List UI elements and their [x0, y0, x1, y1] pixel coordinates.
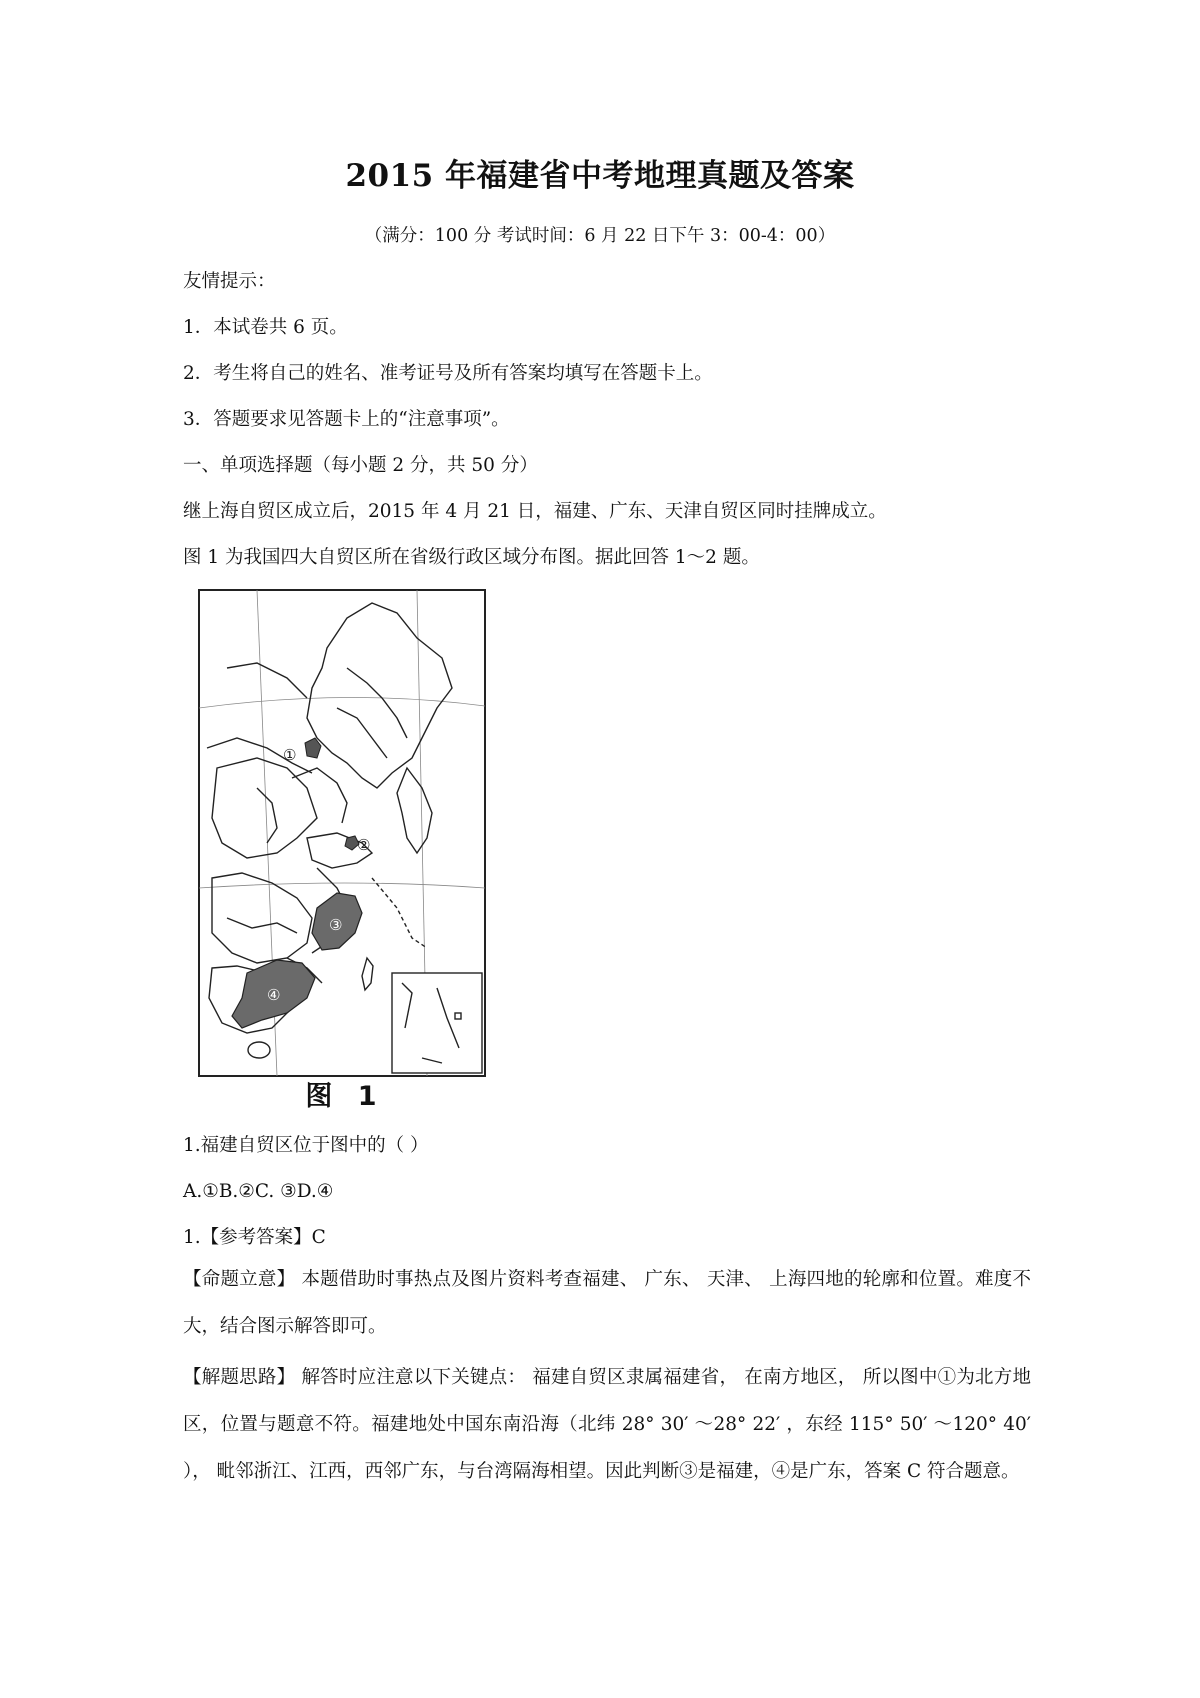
marker-2: ②: [357, 836, 371, 854]
figure-1: [197, 588, 493, 1112]
intro-line-2: 图 1 为我国四大自贸区所在省级行政区域分布图。据此回答 1～2 题。: [183, 547, 760, 568]
marker-4: ④: [267, 986, 281, 1004]
marker-3: ③: [329, 916, 343, 934]
notice-item-2: 2．考生将自己的姓名、准考证号及所有答案均填写在答题卡上。: [183, 363, 713, 384]
marker-1: ①: [283, 746, 297, 764]
question-1-options: A.①B.②C. ③D.④: [183, 1181, 334, 1202]
question-1-answer: 1.【参考答案】C: [183, 1227, 326, 1248]
question-1-stem: 1.福建自贸区位于图中的（ ）: [183, 1135, 429, 1156]
figure-caption: 图 1: [305, 1081, 385, 1112]
china-map-image: [197, 588, 487, 1078]
page-title: 2015 年福建省中考地理真题及答案: [345, 158, 855, 194]
exam-info: （满分：100 分 考试时间：6 月 22 日下午 3：00-4：00）: [364, 226, 836, 246]
intro-line-1: 继上海自贸区成立后，2015 年 4 月 21 日，福建、广东、天津自贸区同时挂牌成立。: [183, 501, 887, 522]
section-heading: 一、单项选择题（每小题 2 分，共 50 分）: [183, 455, 538, 476]
notice-heading: 友情提示：: [183, 271, 276, 292]
notice-item-1: 1．本试卷共 6 页。: [183, 317, 348, 338]
question-1-analysis: 【解题思路】 解答时应注意以下关键点： 福建自贸区隶属福建省， 在南方地区， 所以图中①为北方地区，位置与题意不符。福建地处中国东南沿海（北纬 28° 30′ ～28° 22′ ，东经 115° 50′ ～120° 40′ ）， 毗邻浙江、江西，西邻广东，与台湾隔海相望。因此判断③是福建，④是广东，答案 C 符合题意。: [183, 1367, 1031, 1482]
notice-item-3: 3．答题要求见答题卡上的“注意事项”。: [183, 409, 510, 430]
question-1-intent: 【命题立意】 本题借助时事热点及图片资料考查福建、 广东、 天津、 上海四地的轮廓和位置。难度不大，结合图示解答即可。: [183, 1269, 1031, 1337]
